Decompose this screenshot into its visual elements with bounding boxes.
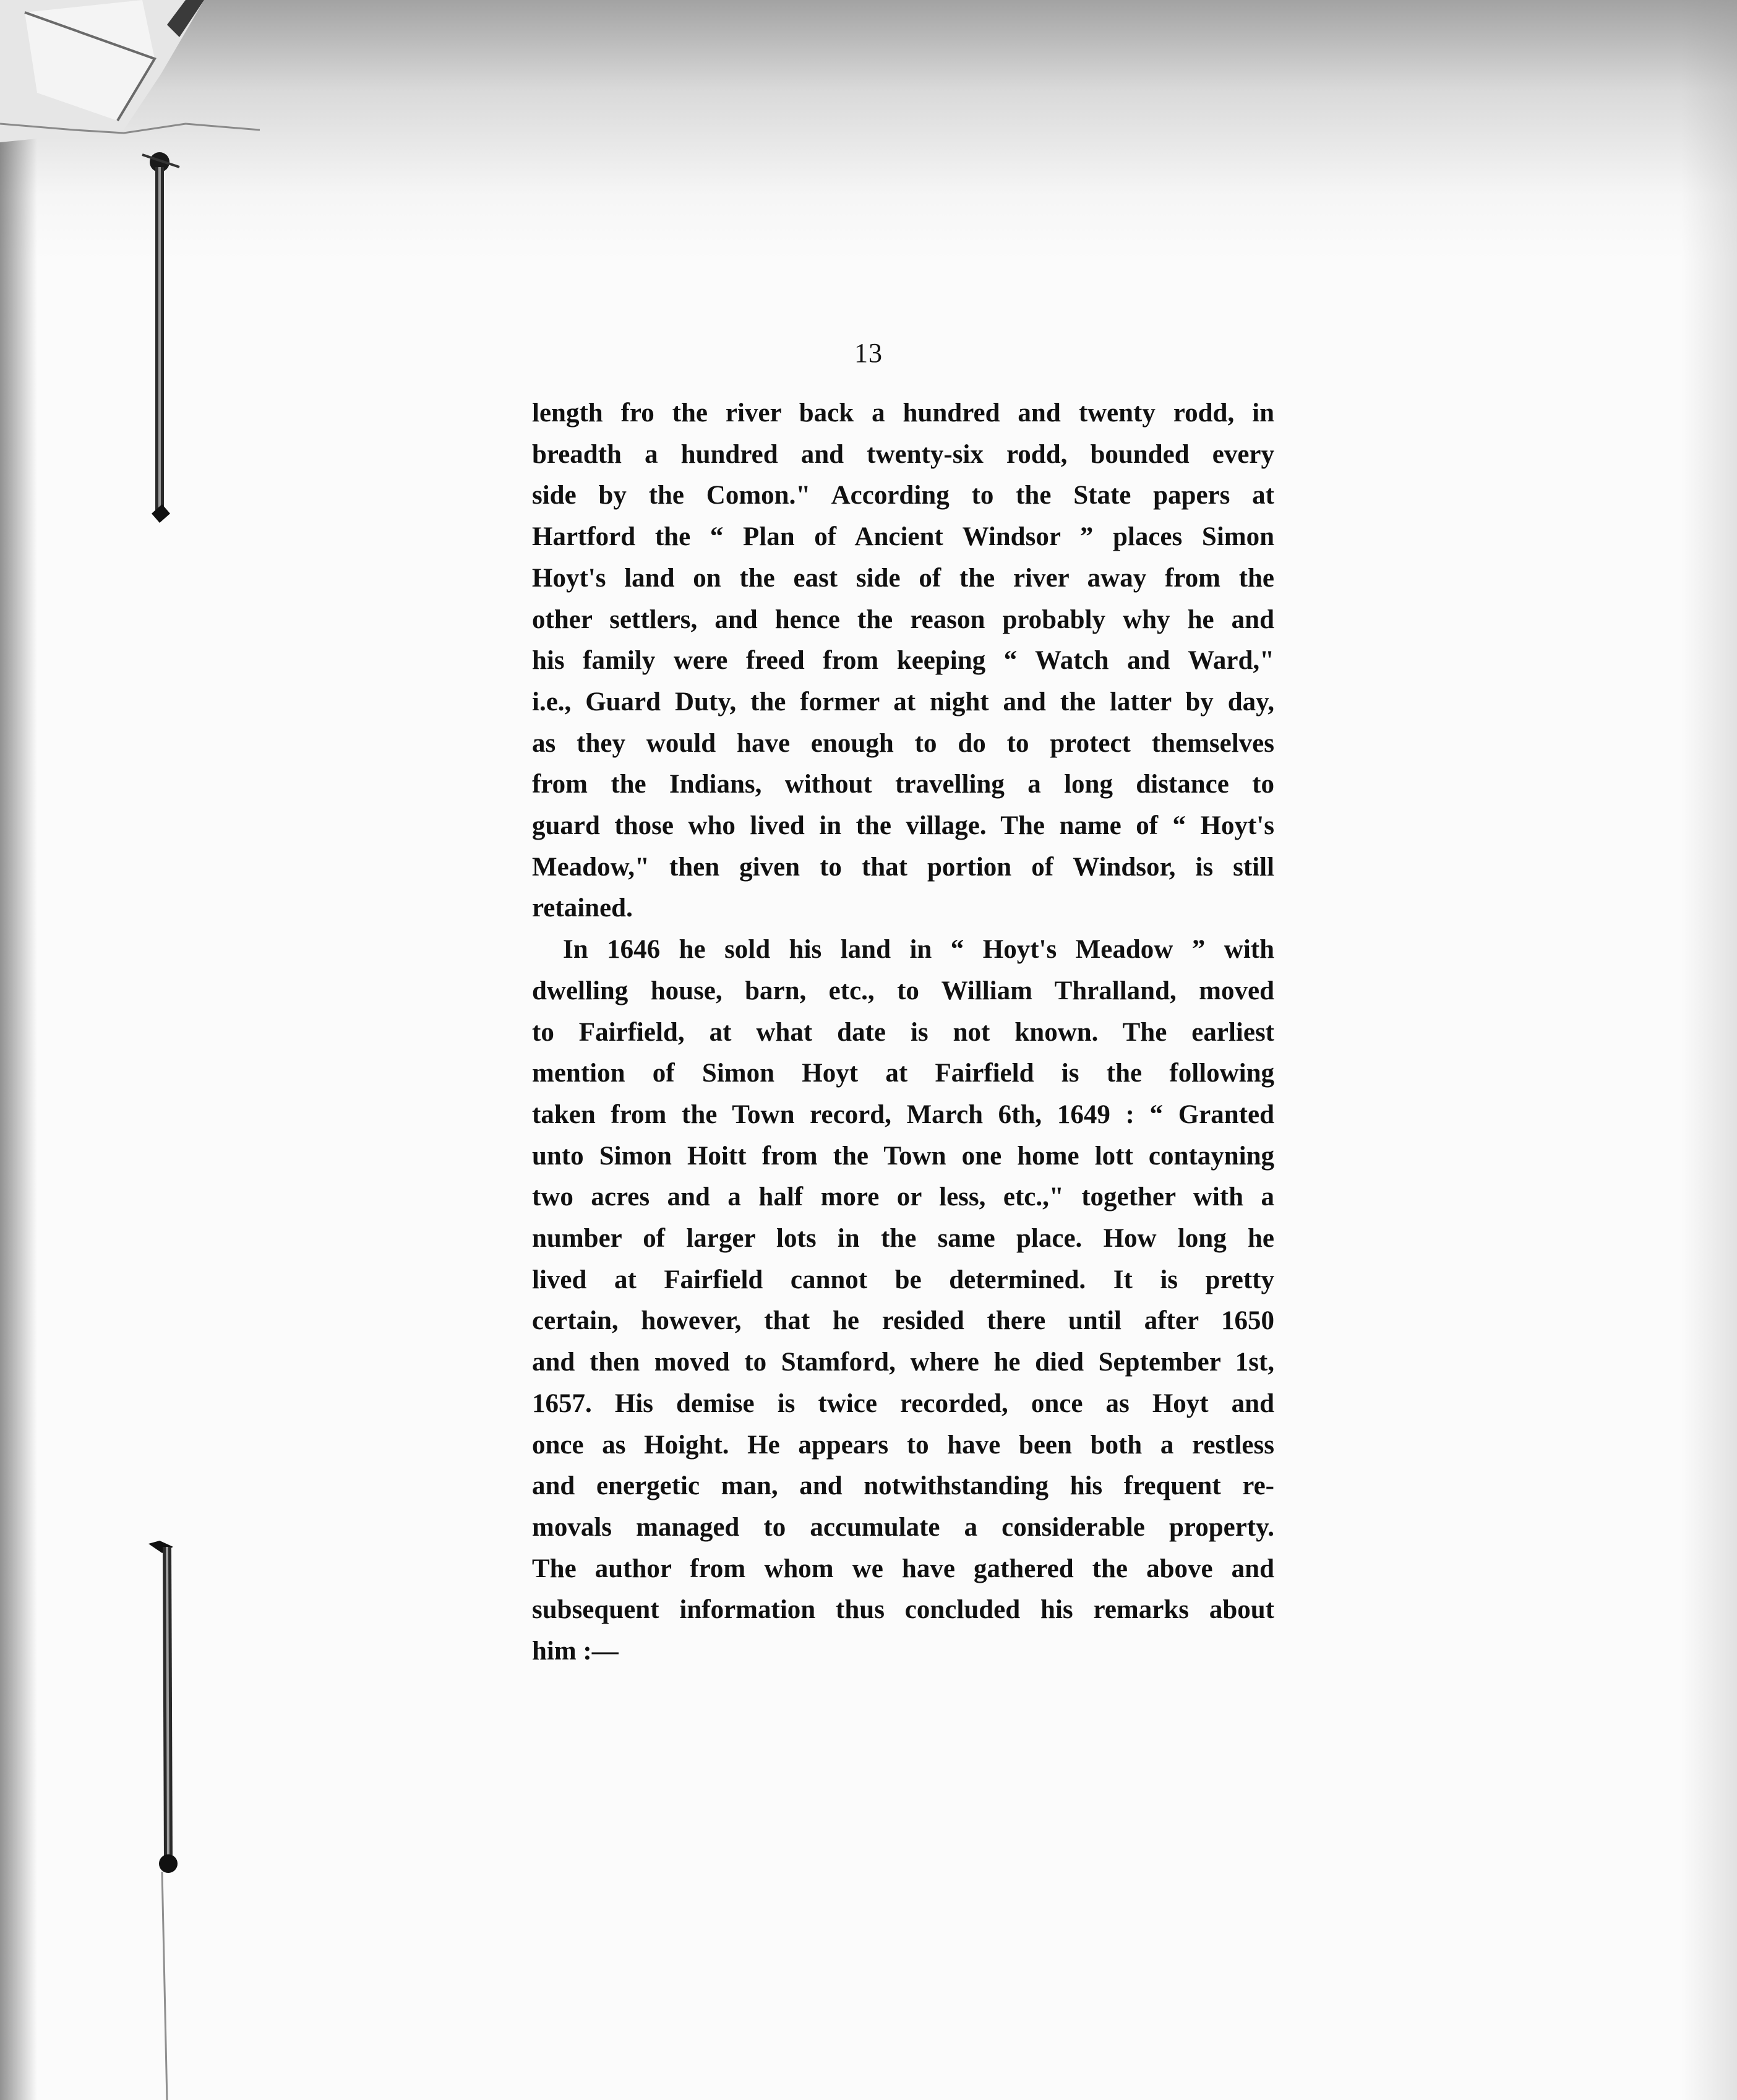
text-line: to Fairfield, at what date is not known. The earliest (532, 1017, 1274, 1047)
text-line: and energetic man, and notwithstanding his frequent re- (532, 1471, 1274, 1501)
body-text (532, 393, 1274, 1672)
text-line: In 1646 he sold his land in “ Hoyt's Meadow ” with (563, 935, 1274, 965)
page-number: 13 (854, 338, 883, 368)
text-line: side by the Comon." According to the State papers at (532, 481, 1274, 510)
text-line: dwelling house, barn, etc., to William Thralland, moved (532, 976, 1274, 1005)
text-line: 1657. His demise is twice recorded, once as Hoyt and (532, 1388, 1274, 1418)
text-line: lived at Fairfield cannot be determined. It is pretty (532, 1265, 1274, 1294)
text-line: two acres and a half more or less, etc.," together with a (532, 1182, 1274, 1212)
text-line: from the Indians, without travelling a long distance to (532, 770, 1274, 799)
paragraph-1 (532, 393, 1274, 929)
text-line: him :— (532, 1637, 619, 1666)
top-edge-shadow (0, 0, 1737, 260)
text-line: once as Hoight. He appears to have been both a restless (532, 1430, 1274, 1460)
text-line: number of larger lots in the same place. How long he (532, 1224, 1274, 1254)
right-edge-shadow (1681, 0, 1737, 2100)
text-line: Hartford the “ Plan of Ancient Windsor ” places Simon (532, 522, 1274, 552)
paragraph-2 (532, 929, 1274, 1672)
text-line: other settlers, and hence the reason probably why he and (532, 605, 1274, 634)
binding-threads (0, 0, 247, 2100)
text-line: The author from whom we have gathered the above and (532, 1554, 1274, 1583)
text-line: and then moved to Stamford, where he died September 1st, (532, 1348, 1274, 1377)
text-line: Meadow," then given to that portion of Windsor, is still (532, 852, 1274, 882)
text-line: retained. (532, 893, 633, 923)
text-line: taken from the Town record, March 6th, 1649 : “ Granted (532, 1099, 1274, 1129)
text-line: subsequent information thus concluded his remarks about (532, 1595, 1274, 1625)
text-line: as they would have enough to do to protect themselves (532, 728, 1274, 758)
text-line: his family were freed from keeping “ Watch and Ward," (532, 646, 1274, 676)
text-line: Hoyt's land on the east side of the river away from the (532, 563, 1274, 593)
text-line: movals managed to accumulate a considerable property. (532, 1512, 1274, 1542)
text-line: unto Simon Hoitt from the Town one home lott contayning (532, 1141, 1274, 1171)
text-line: breadth a hundred and twenty-six rodd, bounded every (532, 439, 1274, 469)
text-line: mention of Simon Hoyt at Fairfield is the following (532, 1059, 1274, 1088)
text-line: i.e., Guard Duty, the former at night and the latter by day, (532, 687, 1274, 716)
text-line: guard those who lived in the village. The name of “ Hoyt's (532, 811, 1274, 841)
text-line: certain, however, that he resided there until after 1650 (532, 1306, 1274, 1336)
text-line: length fro the river back a hundred and twenty rodd, in (532, 398, 1274, 428)
